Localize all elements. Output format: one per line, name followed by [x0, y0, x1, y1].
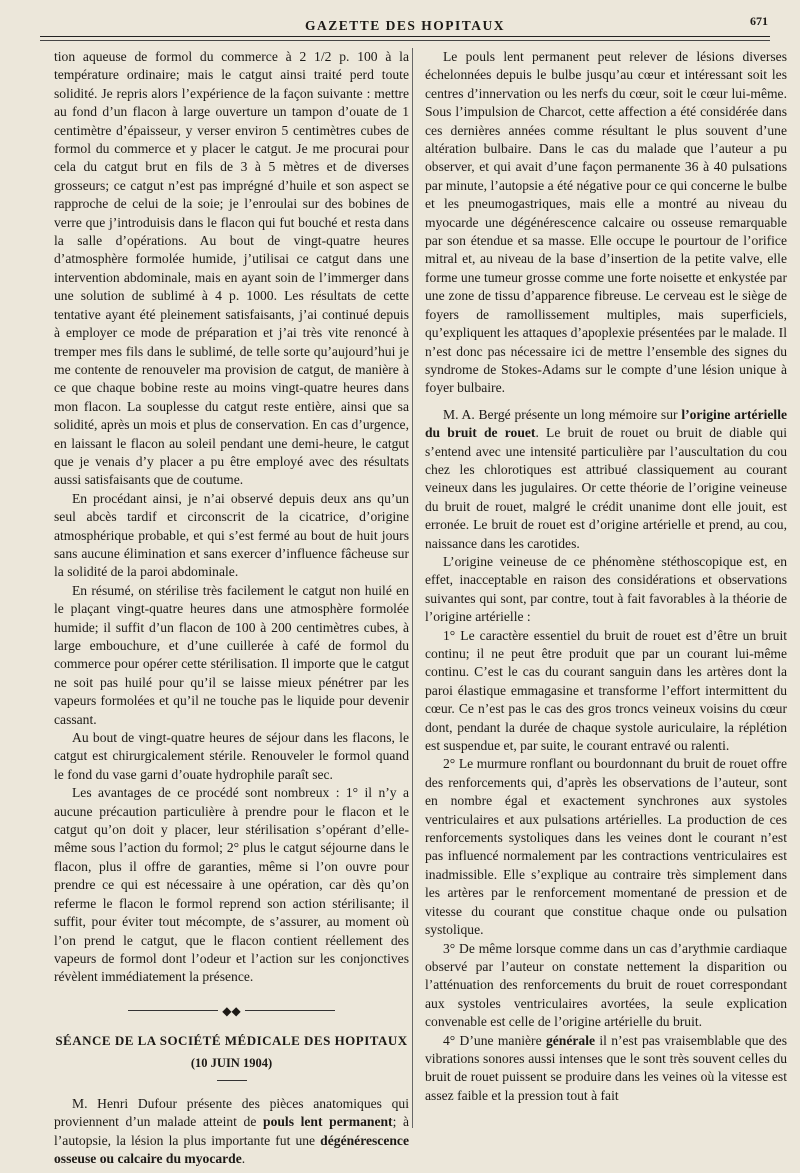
dufour-intro: M. Henri Dufour présente des pièces anatomiques qui proviennent d’un malade atteint de [54, 1095, 409, 1130]
berge-rest: . Le bruit de rouet ou bruit de diable qui s’entend avec une intensité particulière par l’auscultation du cou chez les chlorotiques est attribué classiquement au courant veineux dans les jugulaires. Or cette théorie de l’origine veineuse du bruit de rouet, malgré le crédit unanime dont elle jouit, est erronée. Le bruit de rouet est d’origine artérielle et prend, au cou, naissance dans les carotides. [425, 425, 787, 551]
paragraph [425, 1032, 787, 1106]
column-separator [412, 48, 413, 1128]
section-date: (10 JUIN 1904) [190, 1055, 273, 1070]
dufour-bold-term-2: dégénérescence osseuse ou calcaire du myocarde [54, 1132, 409, 1167]
right-column [425, 48, 787, 1105]
section-ornament: ◆◆ [54, 1001, 409, 1020]
journal-title: GAZETTE DES HOPITAUX [304, 18, 506, 33]
left-column [54, 48, 409, 1169]
p7-rest: il n’est pas vraisemblable que des vibrations sonores aussi intenses que le sont très souvent celles du bruit de rouet puissent se produire dans les veines où la vitesse est assez faible et la pression tout à fait [425, 1032, 787, 1103]
paragraph: En procédant ainsi, je n’ai observé depuis deux ans qu’un seul abcès tardif et circonscrit de la cicatrice, d’origine atmosphérique probable, et qui s’est fermé au bout de huit jours sans aucune élimination et sans exercer d’influence fâcheuse sur la solidité de la paroi abdominale. [54, 490, 409, 580]
paragraph: 3° De même lorsque comme dans un cas d’arythmie cardiaque observé par l’auteur on constate nettement la disparition ou l’atténuation des renforcements du bruit de rouet correspondant aux systoles ventriculaires avortées, la seule explication convenable est celle de l’origine artérielle du bruit. [425, 940, 787, 1030]
section-title: SÉANCE DE LA SOCIÉTÉ MÉDICALE DES HOPITAUX [55, 1033, 408, 1049]
paragraph: 1° Le caractère essentiel du bruit de rouet est d’être un bruit continu; il ne peut être produit que par un courant lui-même continu. C’est le cas du courant sanguin dans les artères dont la paroi élastique emmagasine et transforme l’effort intermittent du cœur. Ce n’est pas le cas des gros troncs veineux voisins du cœur dont, pendant la durée de chaque systole auriculaire, la réplétion est suspendue et, par suite, le courant entravé ou ralenti. [425, 627, 787, 754]
page-header [40, 14, 770, 38]
paragraph: tion aqueuse de formol du commerce à 2 1/2 p. 100 à la température ordinaire; mais le catgut ainsi traité perd toute solidité. Je repris alors l’expérience de la façon suivante : mettre au fond d’un flacon à large ouverture un tampon d’ouate de 1 centimètre d’épaisseur, y verser environ 5 centimètres cubes de formol du commerce et y placer le catgut. Je me procurai pour cela du catgut brut en fils de 3 à 5 mètres et de diverses grosseurs; ce catgut n’est pas imprégné d’huile et son aspect se rapproche de celui de la soie; je l’enroulai sur des bobines de verre que j’introduisis dans le flacon qui fut bouché et resta dans la salle d’opérations. Au bout de vingt-quatre heures d’atmosphère formolée humide, j’utilisai ce catgut dans une intervention abdominale, mais en ayant soin de l’immerger dans une solution de sublimé à 4 p. 1000. Les résultats de cette tentative ayant été pleinement satisfaisants, j’ai continué depuis à employer ce mode de préparation et j’ai très vite renoncé à tremper mes fils dans le sublimé, de telle sorte qu’aujourd’hui je me contente de renouveler ma provision de catgut, de manière à ce que chaque bobine reste au moins vingt-quatre heures dans mon flacon. La souplesse du catgut reste entière, ainsi que sa solidité, après un mois et plus de conservation. En cas d’urgence, en laissant le flacon au soleil pendant une demi-heure, le catgut que je venais d’y placer a pu être employé avec des résultats aussi satisfaisants que de coutume. [54, 49, 409, 488]
berge-paragraph [425, 406, 787, 553]
paragraph: Le pouls lent permanent peut relever de lésions diverses échelonnées depuis le bulbe jusqu’au cœur et intéressant soit les centres d’innervation ou les nerfs du cœur, soit le cœur lui-même. Sous l’impulsion de Charcot, cette affection a été considérée dans ces dernières années comme résultant le plus souvent d’une altération bulbaire. Dans le cas du malade que l’auteur a pu observer, et qui avait d’une façon permanente 36 à 40 pulsations par minute, l’autopsie a été négative pour ce qui concerne le bulbe et les pneumogastriques, mais elle a montré au niveau du myocarde une dégénérescence calcaire ou osseuse remarquable par son étendue et sa masse. Elle occupe le pourtour de l’orifice mitral et, au niveau de la base d’insertion de la petite valve, elle forme une tumeur grosse comme une forte noisette et enkystée par une zone de tissu d’apparence fibreuse. Le cerveau est le siège de foyers de ramollissement multiples, mais superficiels, qu’expliquent les attaques d’apoplexie présentées par le malade. Il n’est donc pas nécessaire ici de mettre l’ensemble des signes du syndrome de Stokes-Adams sur le compte d’une lésion unique à foyer bulbaire. [425, 49, 787, 396]
dufour-paragraph [54, 1095, 409, 1169]
header-rule [40, 36, 770, 37]
paragraph: Les avantages de ce procédé sont nombreux : 1° il n’y a aucune précaution particulière à prendre pour le flacon et le catgut qu’on doit y placer, leur stérilisation s’opérant d’elle-même sous l’action du formol; 2° plus le catgut séjourne dans le flacon, plus il offre de garanties, même si l’on ouvre pour prendre ce qui est nécessaire à une opération, car dès qu’on referme le flacon le formol reprend son action stérilisante; il suffit, pour éviter tout mécompte, de s’assurer, au moment où l’on prend le catgut, que le flacon contient réellement des vapeurs de formol dont l’odeur et l’action sur les conjonctives révèlent immédiatement la présence. [54, 785, 409, 985]
page-number: 671 [750, 14, 768, 28]
dufour-end: . [241, 1151, 246, 1167]
paragraph: 2° Le murmure ronflant ou bourdonnant du bruit de rouet offre des renforcements qui, d’après les observations de l’auteur, sont en nombre égal et exactement synchrones aux systoles ventriculaires et aux pulsations artérielles. La production de ces renforcements systoliques dans les veines dont le courant n’est pas influencé normalement par les contractions ventriculaires est inadmissible. Elle s’explique au contraire très simplement dans les artères par le renforcement momentané de pression et de vitesse du courant que constitue chaque onde ou pulsation systolique. [425, 756, 787, 938]
paragraph: En résumé, on stérilise très facilement le catgut non huilé en le plaçant vingt-quatre heures dans une atmosphère formolée humide; il suffit d’un flacon de 100 à 200 centimètres cubes, à large embouchure, et d’une cuillerée à café de formol du commerce pour opérer cette stérilisation. Il importe que le catgut ne soit pas huilé pour qu’il se laisse mieux pénétrer par les vapeurs formolées et qu’il ne touche pas le liquide pour devenir cassant. [54, 582, 409, 727]
paragraph: Au bout de vingt-quatre heures de séjour dans les flacons, le catgut est chirurgicalement stérile. Renouveler le formol quand le fond du vase garni d’ouate hydrophile paraît sec. [54, 730, 409, 782]
berge-intro: M. A. Bergé présente un long mémoire sur [443, 406, 682, 422]
section-divider [217, 1080, 247, 1081]
header-rule-thin [40, 40, 770, 41]
dufour-mid: ; à l’autopsie, la lésion la plus importante fut une [54, 1114, 410, 1148]
berge-bold-term: l’origine artérielle du bruit de rouet [425, 406, 787, 441]
dufour-bold-term: pouls lent permanent [263, 1114, 393, 1130]
paragraph: L’origine veineuse de ce phénomène stéthoscopique est, en effet, inacceptable en raison des considérations et observations suivantes qui sont, par contre, tout à fait favorables à la théorie de l’origine artérielle : [425, 553, 787, 625]
p7-bold: générale [545, 1032, 596, 1048]
p7-intro: 4° D’une manière [443, 1032, 546, 1048]
